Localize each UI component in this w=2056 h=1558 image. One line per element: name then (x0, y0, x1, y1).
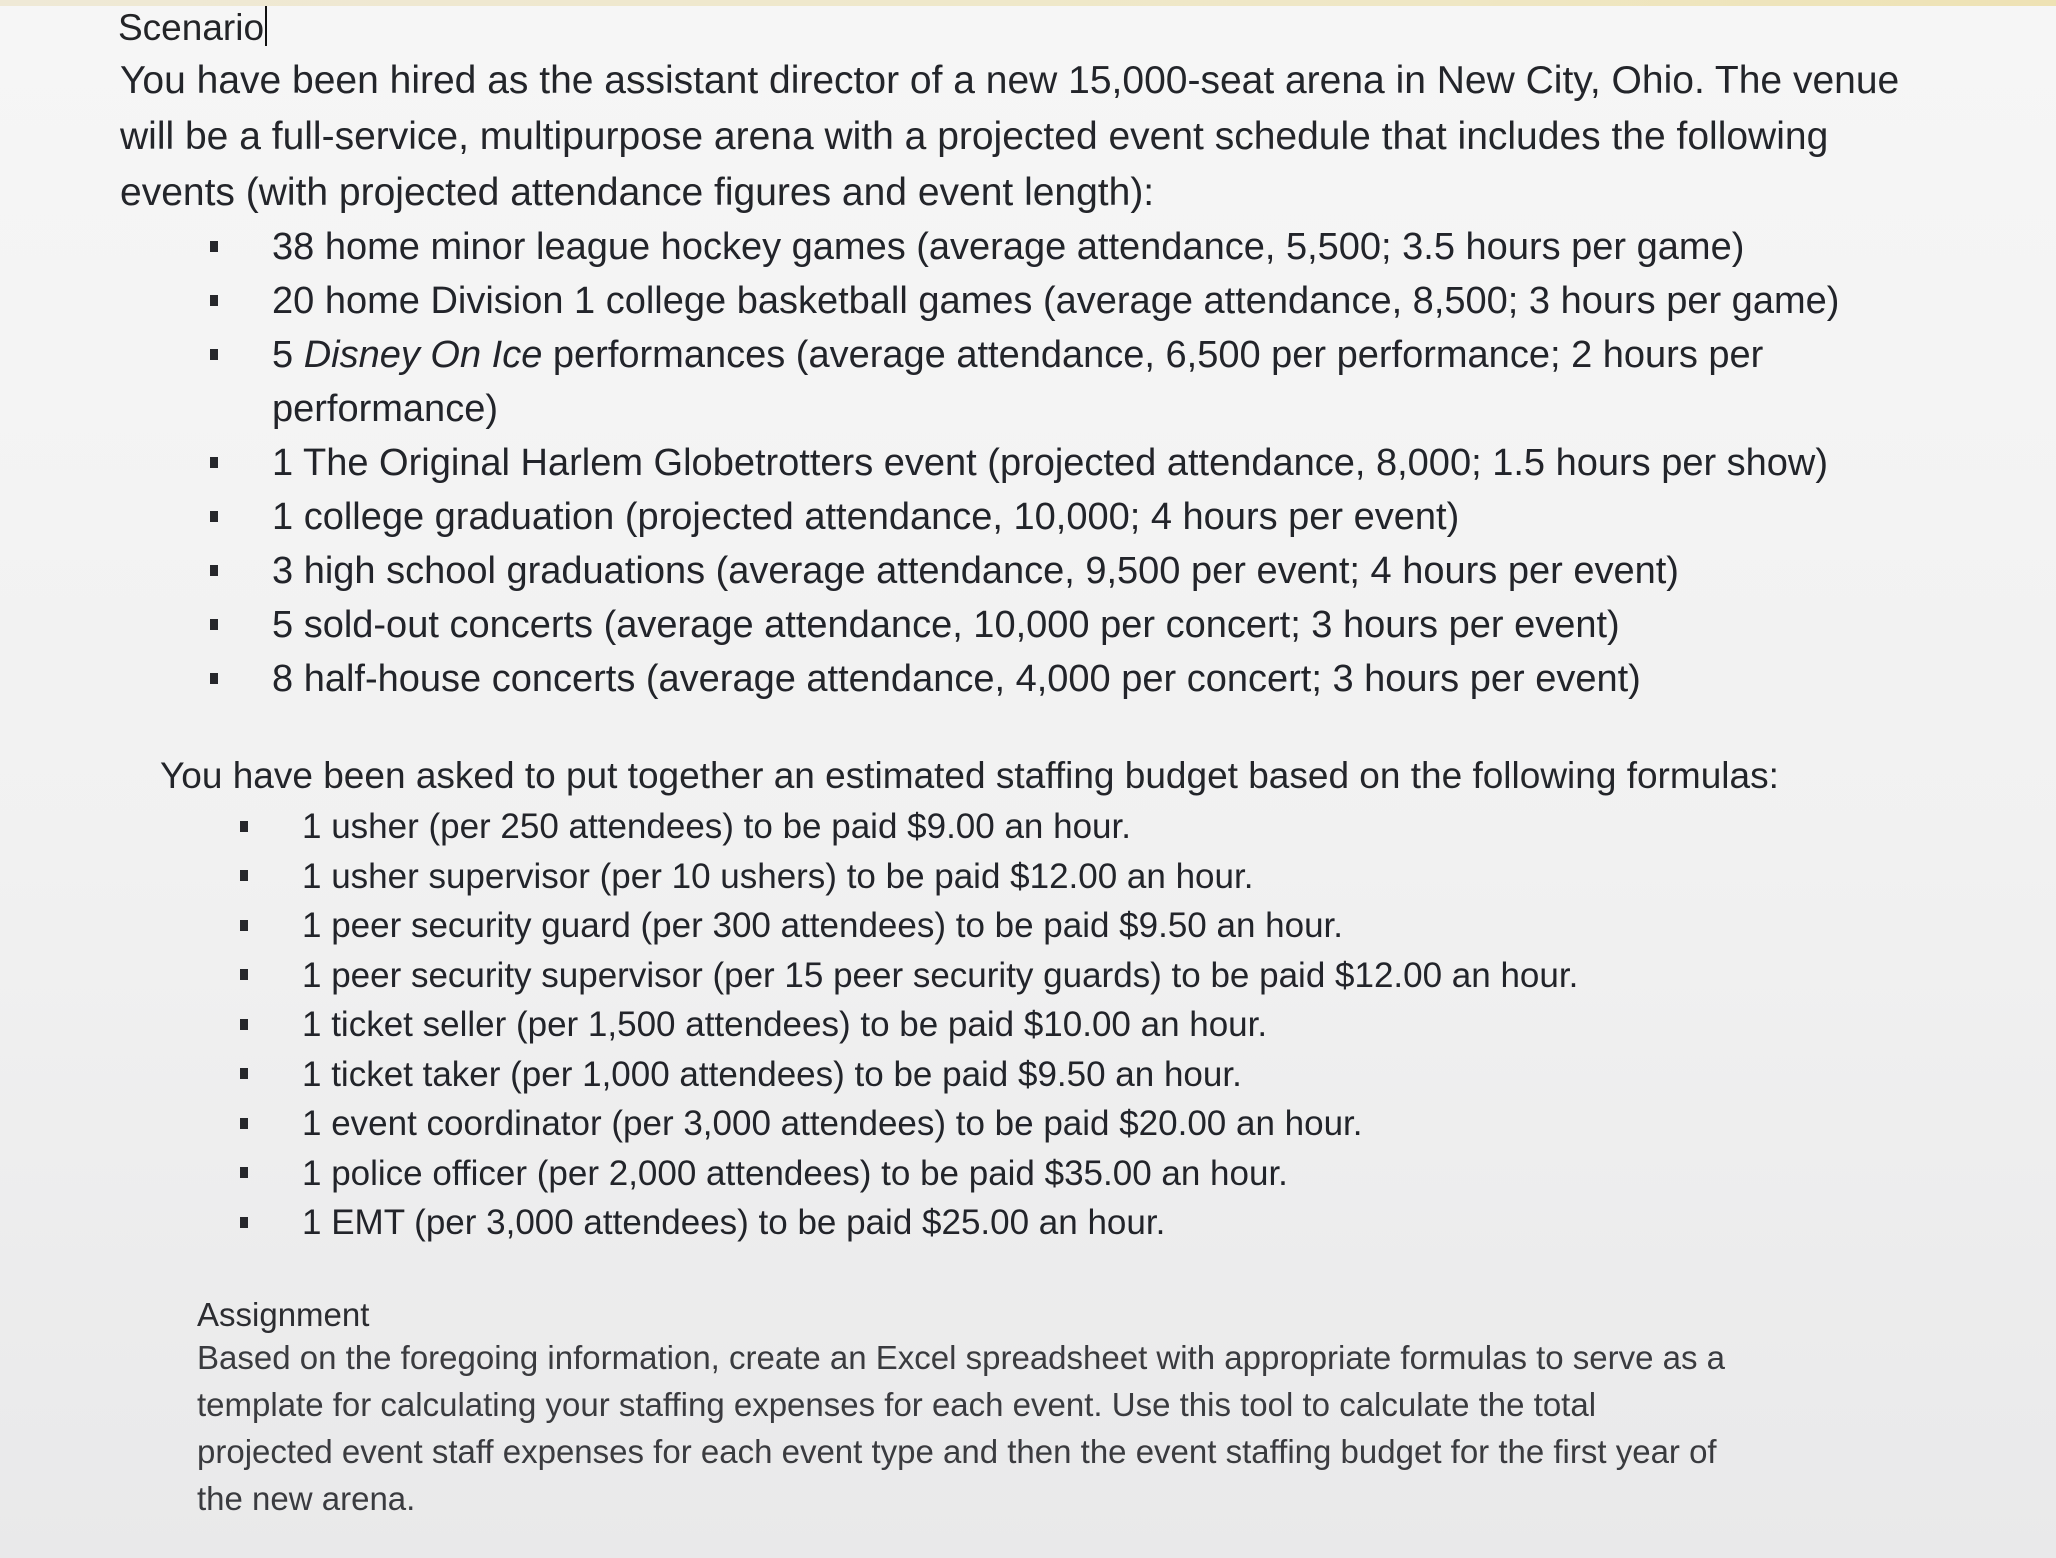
bullet-icon (240, 870, 248, 881)
list-item (272, 652, 1839, 706)
bullet-icon (240, 1068, 248, 1079)
assignment-line: Based on the foregoing information, create an Excel spreadsheet with appropriate formulas to serve as a (197, 1339, 1726, 1376)
text-cursor (265, 6, 267, 46)
list-item (302, 1099, 1578, 1149)
formula-text: 1 ticket taker (per 1,000 attendees) to be paid $9.50 an hour. (302, 1054, 1242, 1094)
list-item (272, 544, 1839, 598)
assignment-line: projected event staff expenses for each event type and then the event staffing budget for the first year of (197, 1433, 1717, 1470)
list-item (302, 1198, 1578, 1248)
formula-text: 1 EMT (per 3,000 attendees) to be paid $25.00 an hour. (302, 1203, 1166, 1242)
bullet-icon (240, 821, 248, 832)
assignment-body (197, 1334, 1897, 1522)
bullet-icon (210, 565, 218, 576)
intro-line: will be a full-service, multipurpose arena with a projected event schedule that includes the following (120, 115, 1829, 158)
list-item (302, 1000, 1578, 1050)
assignment-line: template for calculating your staffing expenses for each event. Use this tool to calculate the total (197, 1386, 1597, 1423)
top-edge-bar (0, 0, 2056, 6)
bullet-icon (240, 920, 248, 931)
list-item (302, 802, 1578, 852)
event-suffix: performances (average attendance, 6,500 per performance; 2 hours per (542, 334, 1764, 376)
event-title-italic: Disney On Ice (303, 334, 543, 376)
scenario-intro (120, 53, 1899, 221)
list-item (272, 490, 1839, 544)
bullet-icon (210, 349, 218, 360)
bullet-icon (210, 619, 218, 630)
event-prefix: 5 (272, 334, 304, 376)
event-text: 38 home minor league hockey games (average attendance, 5,500; 3.5 hours per game) (272, 226, 1745, 268)
list-item (272, 220, 1839, 274)
formula-text: 1 peer security supervisor (per 15 peer security guards) to be paid $12.00 an hour. (302, 955, 1579, 995)
bullet-icon (210, 241, 218, 252)
event-text: 1 college graduation (projected attendance, 10,000; 4 hours per event) (272, 496, 1460, 538)
event-text: 1 The Original Harlem Globetrotters event (projected attendance, 8,000; 1.5 hours per show) (272, 442, 1829, 484)
event-text: 20 home Division 1 college basketball games (average attendance, 8,500; 3 hours per game) (272, 280, 1840, 322)
bullet-icon (240, 1167, 248, 1178)
assignment-line: the new arena. (197, 1480, 416, 1517)
bullet-icon (210, 457, 218, 468)
intro-line: You have been hired as the assistant director of a new 15,000-seat arena in New City, Ohio. The venue (120, 59, 1900, 102)
list-item (302, 951, 1578, 1001)
formulas-list (302, 802, 1578, 1248)
list-item (302, 852, 1578, 902)
bullet-icon (240, 969, 248, 980)
events-list (272, 220, 1839, 706)
list-item (302, 1149, 1578, 1199)
list-item (272, 436, 1839, 490)
event-text: 5 sold-out concerts (average attendance, 10,000 per concert; 3 hours per event) (272, 604, 1620, 646)
scenario-heading[interactable] (118, 6, 267, 49)
formula-text: 1 ticket seller (per 1,500 attendees) to be paid $10.00 an hour. (302, 1005, 1268, 1044)
list-item (272, 598, 1839, 652)
bullet-icon (210, 295, 218, 306)
event-text-disney (272, 334, 1763, 430)
scenario-heading-text: Scenario (118, 7, 265, 48)
formula-text: 1 usher (per 250 attendees) to be paid $9.00 an hour. (302, 807, 1131, 846)
bullet-icon (240, 1217, 248, 1228)
assignment-heading: Assignment (197, 1296, 370, 1333)
bullet-icon (210, 511, 218, 522)
list-item (302, 1050, 1578, 1100)
formula-text: 1 event coordinator (per 3,000 attendees) to be paid $20.00 an hour. (302, 1104, 1363, 1143)
event-text-continued: performance) (272, 388, 498, 430)
event-text: 8 half-house concerts (average attendance, 4,000 per concert; 3 hours per event) (272, 658, 1641, 700)
event-text: 3 high school graduations (average attendance, 9,500 per event; 4 hours per event) (272, 550, 1679, 592)
formula-text: 1 usher supervisor (per 10 ushers) to be paid $12.00 an hour. (302, 856, 1254, 896)
bullet-icon (210, 673, 218, 684)
bullet-icon (240, 1019, 248, 1030)
bullet-icon (240, 1118, 248, 1129)
formula-text: 1 police officer (per 2,000 attendees) to be paid $35.00 an hour. (302, 1153, 1288, 1193)
budget-intro: You have been asked to put together an estimated staffing budget based on the following formulas: (160, 755, 1779, 796)
list-item (272, 274, 1839, 328)
list-item (302, 901, 1578, 951)
list-item (272, 328, 1839, 436)
formula-text: 1 peer security guard (per 300 attendees) to be paid $9.50 an hour. (302, 906, 1343, 945)
intro-line: events (with projected attendance figures and event length): (120, 171, 1155, 214)
